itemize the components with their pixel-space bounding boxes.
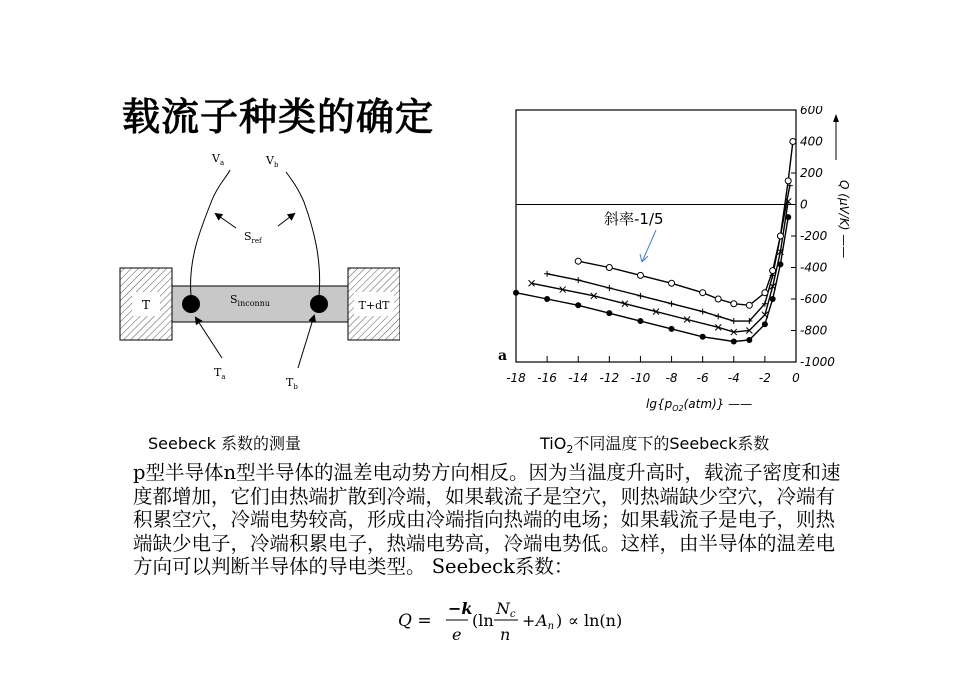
slide-title: 载流子种类的确定: [122, 95, 435, 139]
seebeck-formula: [396, 596, 636, 644]
slope-annotation: 斜率-1/5: [604, 210, 664, 228]
series-point: [575, 277, 581, 283]
x-axis-label: $\lg\{p_{O2}(atm)\}$ ——: [646, 397, 753, 413]
annotation-arrow: [642, 230, 656, 262]
label-t-right: T+dT: [358, 299, 390, 312]
y-tick-label: -600: [800, 292, 828, 306]
seebeck-chart: [496, 106, 860, 420]
series-point: [544, 271, 550, 277]
y-tick-label: 400: [800, 134, 823, 149]
x-tick-label: -14: [568, 371, 589, 385]
panel-letter: a: [498, 348, 508, 364]
series-point: [715, 296, 721, 302]
series-point: [700, 290, 706, 296]
formula-close: ): [556, 611, 563, 630]
series-point: [746, 337, 752, 343]
series-point: [606, 310, 612, 316]
x-tick-label: -10: [630, 371, 651, 385]
formula-plus: +: [522, 611, 536, 630]
x-tick-label: -4: [727, 371, 740, 385]
series-point: [762, 321, 768, 327]
x-tick-label: -12: [599, 371, 620, 385]
series-point: [790, 139, 796, 145]
series-point: [575, 302, 581, 308]
label-t-left: T: [141, 298, 151, 312]
contact-b: [310, 295, 328, 313]
series-point: [700, 334, 706, 340]
series-point: [770, 268, 776, 274]
series-line: [547, 186, 790, 322]
x-tick-label: -8: [665, 371, 678, 385]
series-point: [731, 318, 737, 324]
series-point: [513, 290, 519, 296]
formula-lhs: Q =: [398, 611, 432, 631]
formula-open: (ln: [472, 611, 494, 630]
y-tick-label: 0: [800, 197, 808, 212]
y-tick-label: 600: [800, 106, 823, 117]
series-point: [715, 313, 721, 319]
series-point: [700, 309, 706, 315]
formula-num-k: −k: [448, 599, 473, 618]
series-point: [746, 302, 752, 308]
series-point: [575, 258, 581, 264]
x-tick-label: -2: [758, 371, 771, 385]
x-tick-label: 0: [792, 371, 800, 385]
y-axis-arrowhead: [833, 114, 839, 122]
series-point: [762, 290, 768, 296]
formula-rhs: ln(n): [584, 611, 623, 630]
series-point: [669, 280, 675, 286]
series-point: [770, 296, 776, 302]
y-tick-label: 200: [800, 166, 823, 180]
formula-a: An: [536, 611, 555, 632]
y-tick-label: -1000: [800, 355, 835, 369]
series-line: [516, 217, 788, 341]
label-tb: $T_b$: [286, 376, 298, 391]
formula-den-e: e: [452, 625, 462, 644]
seebeck-measurement-diagram: [118, 140, 400, 398]
formula-num-n: Nc: [496, 599, 516, 620]
y-tick-label: -400: [800, 260, 828, 275]
series-point: [637, 318, 643, 324]
series-point: [785, 178, 791, 184]
x-tick-label: -6: [696, 371, 709, 385]
series-point: [606, 265, 612, 271]
caption-right: TiO$_2$不同温度下的Seebeck系数: [540, 434, 770, 457]
series-point: [731, 301, 737, 307]
label-va: $V_a$: [212, 152, 225, 167]
series-point: [669, 326, 675, 332]
caption-left: Seebeck 系数的测量: [148, 434, 301, 453]
plot-frame: [516, 110, 796, 362]
label-vb: $V_b$: [266, 154, 279, 169]
formula-prop: ∝: [568, 611, 579, 630]
series-point: [669, 301, 675, 307]
series-point: [544, 296, 550, 302]
label-sample: $S_{inconnu}$: [230, 293, 271, 308]
y-axis-label: Q (μV/K) ——: [837, 180, 851, 259]
contact-a: [182, 295, 200, 313]
series-point: [637, 272, 643, 278]
formula-den-n: n: [500, 625, 511, 644]
y-tick-label: -200: [800, 229, 828, 243]
series-point: [637, 293, 643, 299]
y-tick-label: -800: [800, 323, 828, 338]
series-point: [606, 285, 612, 291]
series-point: [731, 339, 737, 345]
x-tick-label: -18: [506, 371, 526, 385]
body-paragraph: p型半导体n型半导体的温差电动势方向相反。因为当温度升高时，载流子密度和速度都增加，它们由热端扩散到冷端，如果载流子是空穴，则热端缺少空穴，冷端有积累空穴，冷端电势较高，形成由冷端指向热端的电场；如果载流子是电子，则热端缺少电子，冷端积累电子，热端电势高，冷端电势低。这样，由半导体的温差电方向可以判断半导体的导电类型。 Seebeck系数：: [133, 461, 841, 578]
series-point: [777, 233, 783, 239]
label-sref: $S_{ref}$: [244, 230, 262, 245]
label-ta: $T_a$: [214, 366, 226, 381]
x-tick-label: -16: [537, 371, 557, 385]
